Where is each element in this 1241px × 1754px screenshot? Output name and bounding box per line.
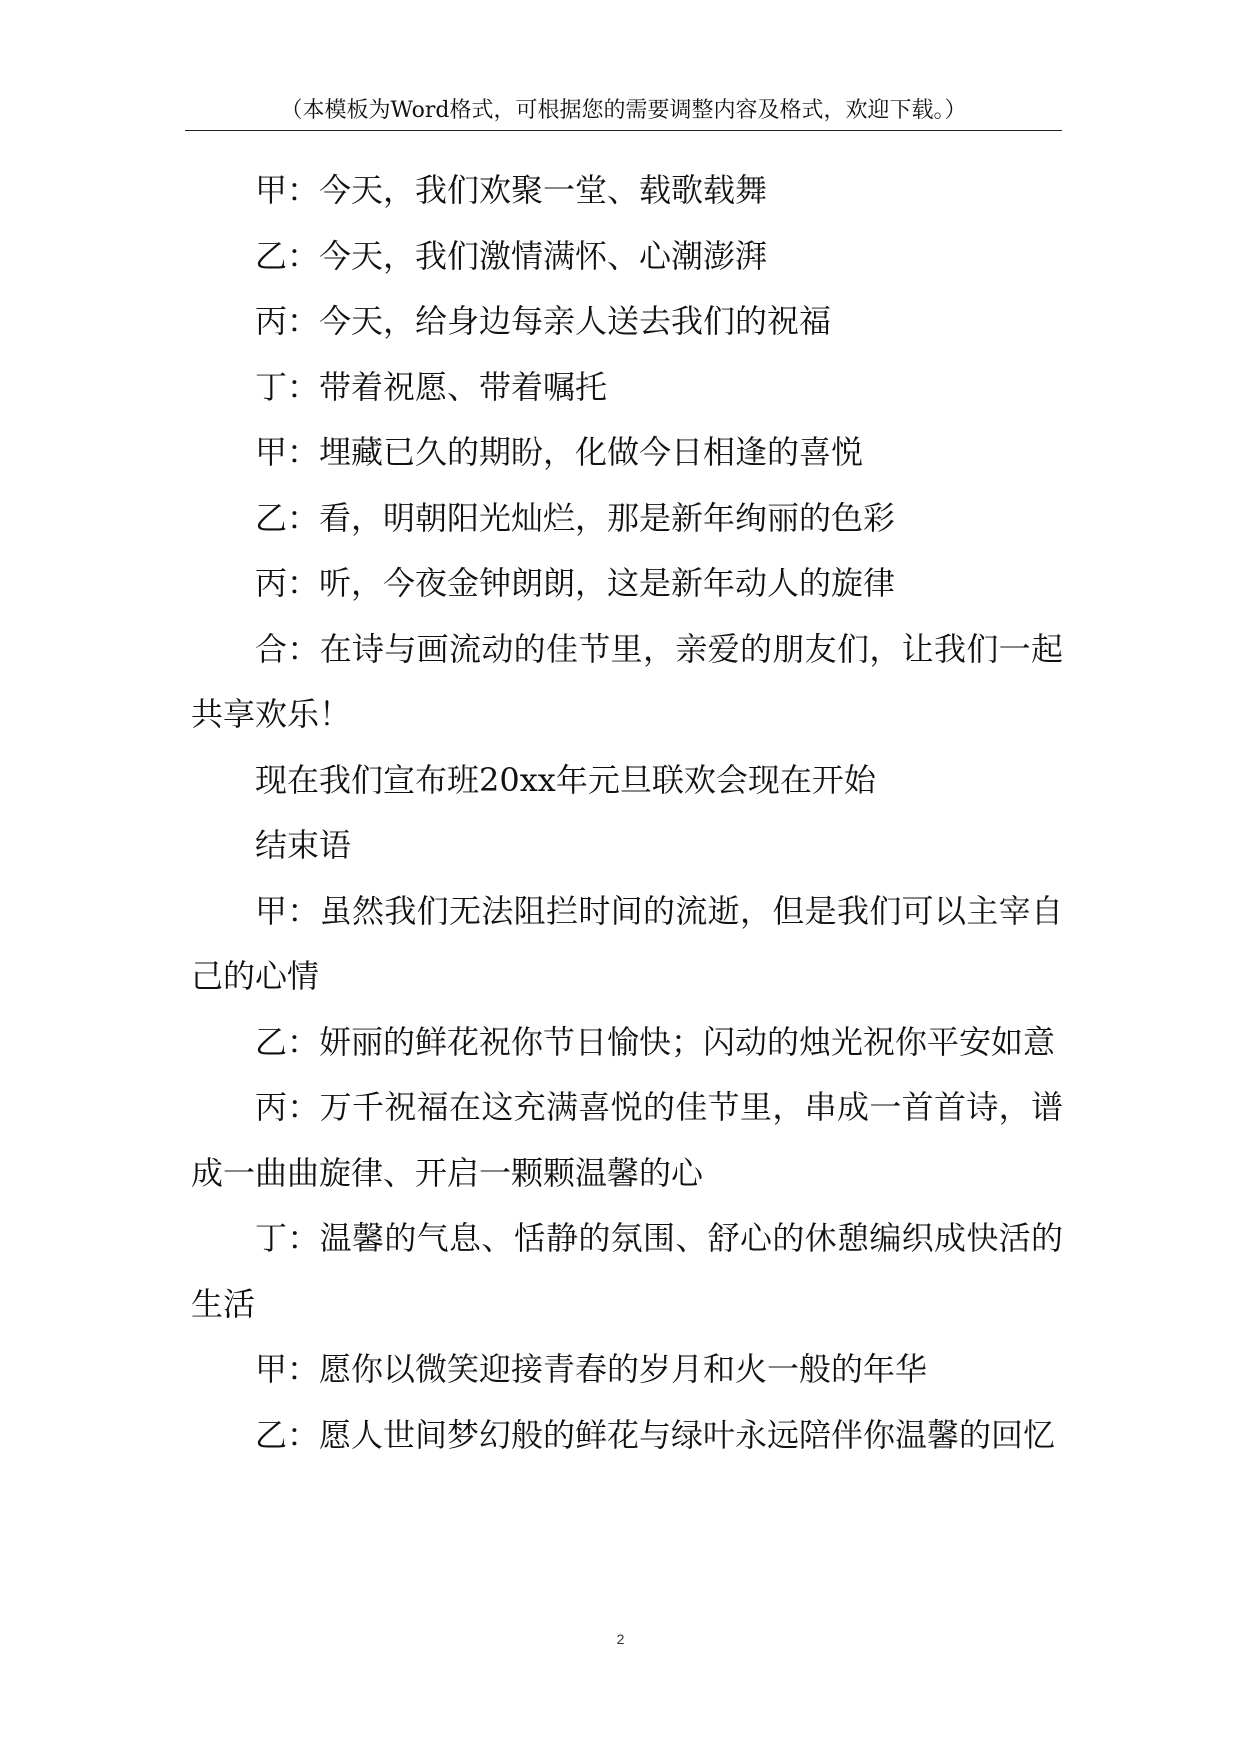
paragraph: 甲：今天，我们欢聚一堂、载歌载舞 xyxy=(255,171,768,209)
paragraph: 乙：愿人世间梦幻般的鲜花与绿叶永远陪伴你温馨的回忆 xyxy=(255,1415,1056,1454)
paragraph: 乙：今天，我们激情满怀、心潮澎湃 xyxy=(255,236,768,275)
paragraph: 甲：埋藏已久的期盼，化做今日相逢的喜悦 xyxy=(255,433,864,471)
paragraph: 合：在诗与画流动的佳节里，亲爱的朋友们，让我们一起共享欢乐！ xyxy=(191,629,1063,733)
paragraph: 甲：虽然我们无法阻拦时间的流逝，但是我们可以主宰自己的心情 xyxy=(191,891,1063,995)
page-header-note: （本模板为Word格式，可根据您的需要调整内容及格式，欢迎下载。） xyxy=(280,98,967,123)
paragraph: 乙：妍丽的鲜花祝你节日愉快；闪动的烛光祝你平安如意 xyxy=(255,1022,1056,1061)
paragraph: 丁：带着祝愿、带着嘱托 xyxy=(255,367,608,406)
section-heading-closing: 结束语 xyxy=(255,826,352,864)
page-number: 2 xyxy=(616,1631,625,1647)
paragraph: 丙：万千祝福在这充满喜悦的佳节里，串成一首首诗，谱成一曲曲旋律、开启一颗颗温馨的心 xyxy=(191,1088,1063,1192)
paragraph: 现在我们宣布班20xx年元旦联欢会现在开始 xyxy=(255,760,876,799)
header-divider xyxy=(185,130,1062,131)
paragraph: 甲：愿你以微笑迎接青春的岁月和火一般的年华 xyxy=(255,1350,928,1388)
paragraph: 丁：温馨的气息、恬静的氛围、舒心的休憩编织成快活的生活 xyxy=(191,1219,1063,1323)
paragraph: 乙：看，明朝阳光灿烂，那是新年绚丽的色彩 xyxy=(255,498,896,537)
paragraph: 丙：今天，给身边每亲人送去我们的祝福 xyxy=(255,302,832,340)
document-body xyxy=(191,158,1063,1468)
paragraph: 丙：听，今夜金钟朗朗，这是新年动人的旋律 xyxy=(255,564,896,602)
